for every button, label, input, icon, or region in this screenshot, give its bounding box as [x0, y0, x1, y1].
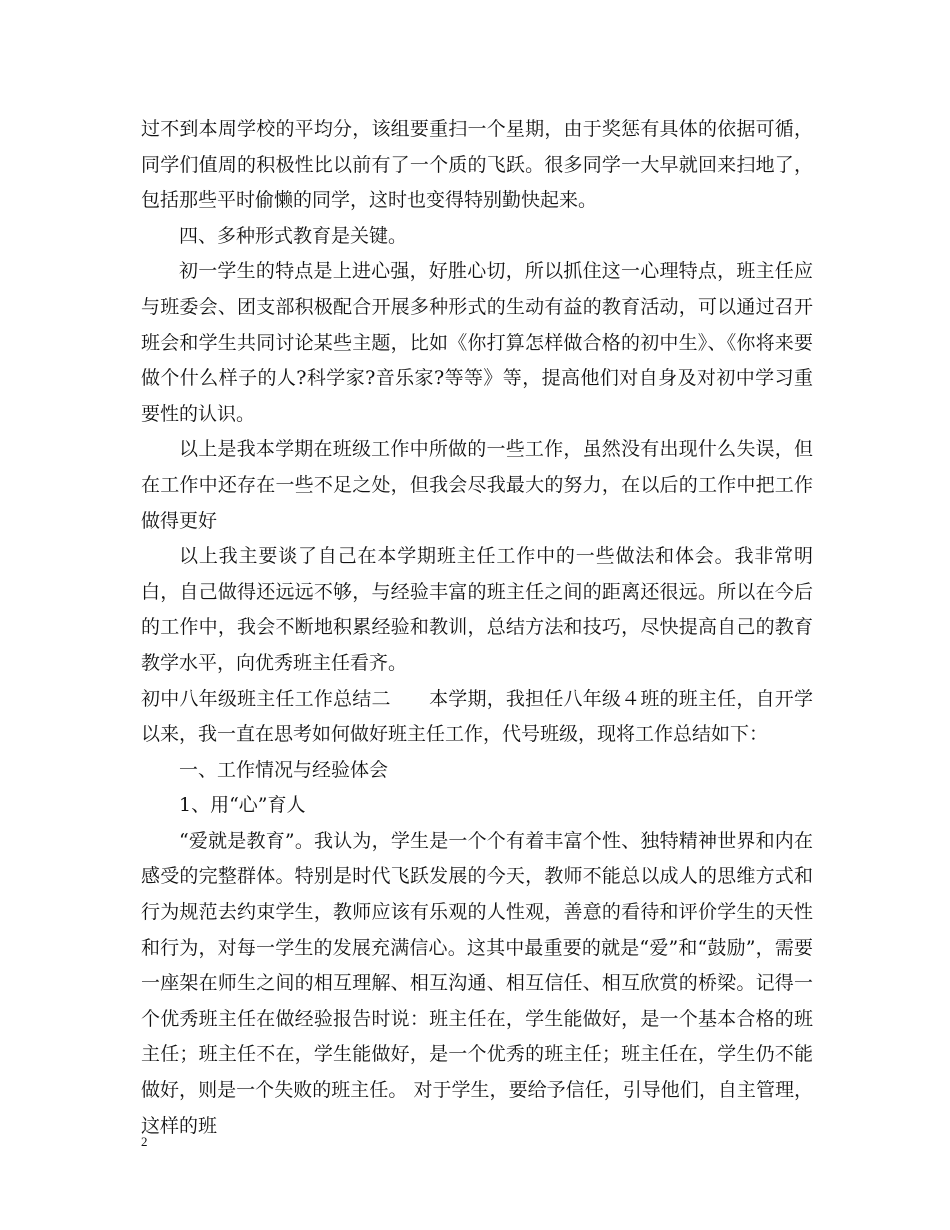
paragraph-9: “爱就是教育”。我认为，学生是一个个有着丰富个性、独特精神世界和内在感受的完整群体。特别是时代飞跃发展的今天，教师不能总以成人的思维方式和行为规范去约束学生，教师应该有乐观的人性观，善意的看待和评价学生的天性和行为，对每一学生的发展充满信心。这其中最重要的就是“爱”和“鼓励”，需要一座架在师生之间的相互理解、相互沟通、相互信任、相互欣赏的桥梁。记得一个优秀班主任在做经验报告时说：班主任在，学生能做好，是一个基本合格的班主任；班主任不在，学生能做好，是一个优秀的班主任；班主任在，学生仍不能做好，则是一个失败的班主任。 对于学生，要给予信任，引导他们，自主管理，这样的班: [141, 829, 813, 1137]
paragraph-3: 初一学生的特点是上进心强，好胜心切，所以抓住这一心理特点，班主任应与班委会、团支部积极配合开展多种形式的生动有益的教育活动，可以通过召开班会和学生共同讨论某些主题，比如《你打算怎样做合格的初中生》、《你将来要做个什么样子的人?科学家?音乐家?等等》等，提高他们对自身及对初中学习重要性的认识。: [141, 260, 813, 425]
paragraph-5: 以上我主要谈了自己在本学期班主任工作中的一些做法和体会。我非常明白，自己做得还远远不够，与经验丰富的班主任之间的距离还很远。所以在今后的工作中，我会不断地积累经验和教训，总结方法和技巧，尽快提高自己的教育教学水平，向优秀班主任看齐。: [141, 545, 813, 674]
document-body: [141, 112, 813, 1144]
section-heading-one: 一、工作情况与经验体会: [179, 758, 389, 781]
paragraph-4: 以上是我本学期在班级工作中所做的一些工作，虽然没有出现什么失误，但在工作中还存在一些不足之处，但我会尽我最大的努力，在以后的工作中把工作做得更好: [141, 438, 813, 532]
section-title-summary-two: 初中八年级班主任工作总结二 本学期，我担任八年级４班的班主任，自开学以来，我一直在思考如何做好班主任工作，代号班级，现将工作总结如下：: [141, 687, 813, 746]
page-number: 2: [141, 1134, 148, 1149]
paragraph-1: 过不到本周学校的平均分，该组要重扫一个星期，由于奖惩有具体的依据可循，同学们值周的积极性比以前有了一个质的飞跃。很多同学一大早就回来扫地了，包括那些平时偷懒的同学，这时也变得特别勤快起来。: [141, 118, 813, 212]
section-heading-four: 四、多种形式教育是关键。: [179, 224, 408, 247]
subsection-heading-1: 1、用“心”育人: [179, 794, 306, 817]
